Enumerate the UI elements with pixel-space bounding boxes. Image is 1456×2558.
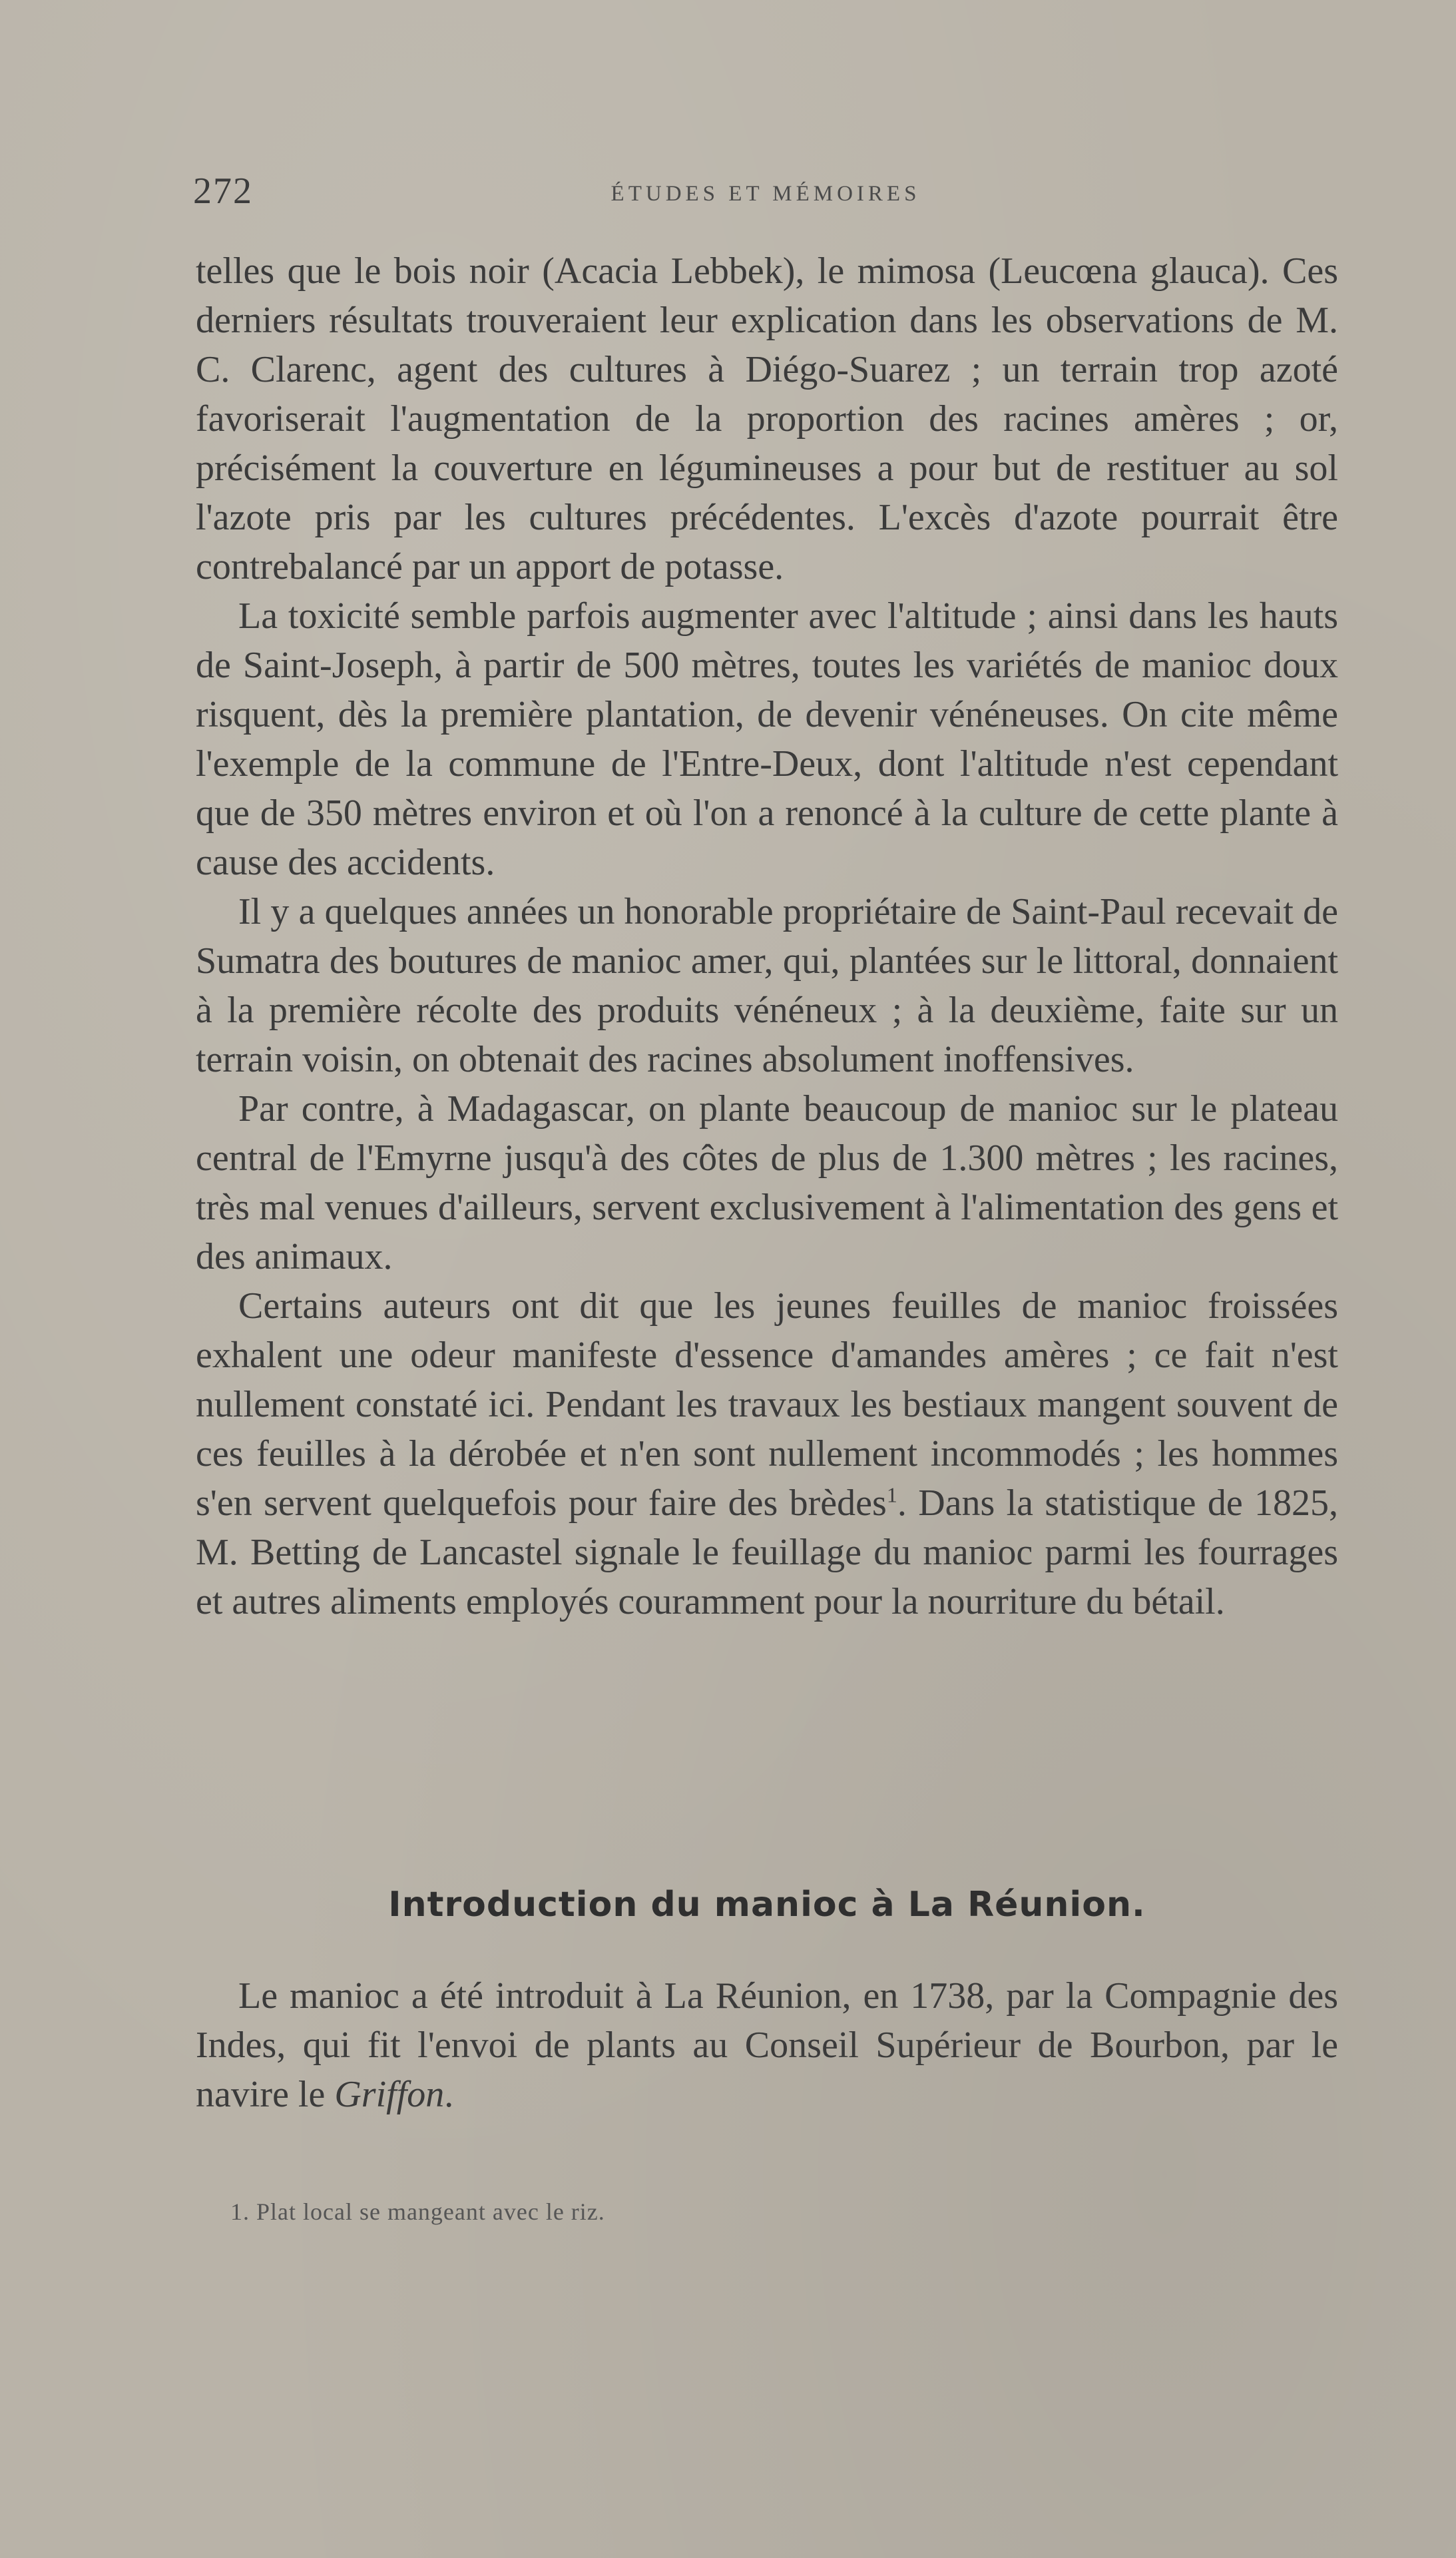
section-text — [196, 1971, 1338, 2119]
paragraph-toxicity-altitude: La toxicité semble parfois augmenter avec l'altitude ; ainsi dans les hauts de Saint-Joseph, à partir de 500 mètres, toutes les variétés de manioc doux risquent, dès la première plantation, de devenir vénéneuses. On cite même l'exemple de la commune de l'Entre-Deux, dont l'altitude n'est cependant que de 350 mètres environ et où l'on a renoncé à la culture de cette plante à cause des accidents. — [196, 595, 1338, 883]
page-number: 272 — [193, 170, 253, 212]
ship-name: Griffon — [334, 2074, 445, 2115]
footnote-reference: 1 — [886, 1482, 897, 1507]
page-header — [193, 170, 1338, 216]
introduction-text: Le manioc a été introduit à La Réunion, en 1738, par la Compagnie des Indes, qui fit l'envoi de plants au Conseil Supérieur de Bourbon, par le navire le — [196, 1975, 1338, 2115]
footnote: 1. Plat local se mangeant avec le riz. — [230, 2198, 605, 2225]
paragraph-sumatra-cuttings: Il y a quelques années un honorable propriétaire de Saint-Paul recevait de Sumatra des boutures de manioc amer, qui, plantées sur le littoral, donnaient à la première récolte des produits vénéneux ; à la deuxième, faite sur un terrain voisin, on obtenait des racines absolument inoffensives. — [196, 891, 1338, 1080]
paragraph-madagascar: Par contre, à Madagascar, on plante beaucoup de manioc sur le plateau central de l'Emyrne jusqu'à des côtes de plus de 1.300 mètres ; les racines, très mal venues d'ailleurs, servent exclusivement à l'alimentation des gens et des animaux. — [196, 1088, 1338, 1277]
running-head: ÉTUDES ET MÉMOIRES — [610, 182, 921, 206]
body-text — [196, 246, 1338, 1626]
paragraph-introduction — [196, 1971, 1338, 2119]
paragraph-leaves: Certains auteurs ont dit que les jeunes feuilles de manioc froissées exhalent une odeur manifeste d'essence d'amandes amères ; ce fait n'est nullement constaté ici. Pendant les travaux les bestiaux mangent souvent de ces feuilles à la dérobée et n'en sont nullement incommodés ; les hommes s'en servent quelquefois pour faire des brèdes$^1$. Dans la statistique de 1825, M. Betting de Lancastel signale le feuillage du manioc parmi les fourrages et autres aliments employés couramment pour la nourriture du bétail. — [196, 1285, 1339, 1622]
section-title: Introduction du manioc à La Réunion. — [388, 1885, 1146, 1925]
paragraph-continuation: telles que le bois noir (Acacia Lebbek), le mimosa (Leucœna glauca). Ces derniers résultats trouveraient leur explication dans les observations de M. C. Clarenc, agent des cultures à Diégo-Suarez ; un terrain trop azoté favoriserait l'augmentation de la proportion des racines amères ; or, précisément la couverture en légumineuses a pour but de restituer au sol l'azote pris par les cultures précédentes. L'excès d'azote pourrait être contrebalancé par un apport de potasse. — [196, 250, 1338, 587]
introduction-end: . — [444, 2074, 454, 2115]
paragraph-leaves-continuation: Dans la statistique de 1825, M. Betting de Lancastel signale le feuillage du manioc parmi les fourrages et autres aliments employés couramment pour la nourriture du bétail. — [196, 1482, 1339, 1622]
paragraph-leaves-text: Certains auteurs ont dit que les jeunes feuilles de manioc froissées exhalent une odeur manifeste d'essence d'amandes amères ; ce fait n'est nullement constaté ici. Pendant les travaux les bestiaux mangent souvent de ces feuilles à la dérobée et n'en sont nullement incommodés ; les hommes s'en servent quelquefois pour faire des brèdes — [196, 1285, 1338, 1524]
